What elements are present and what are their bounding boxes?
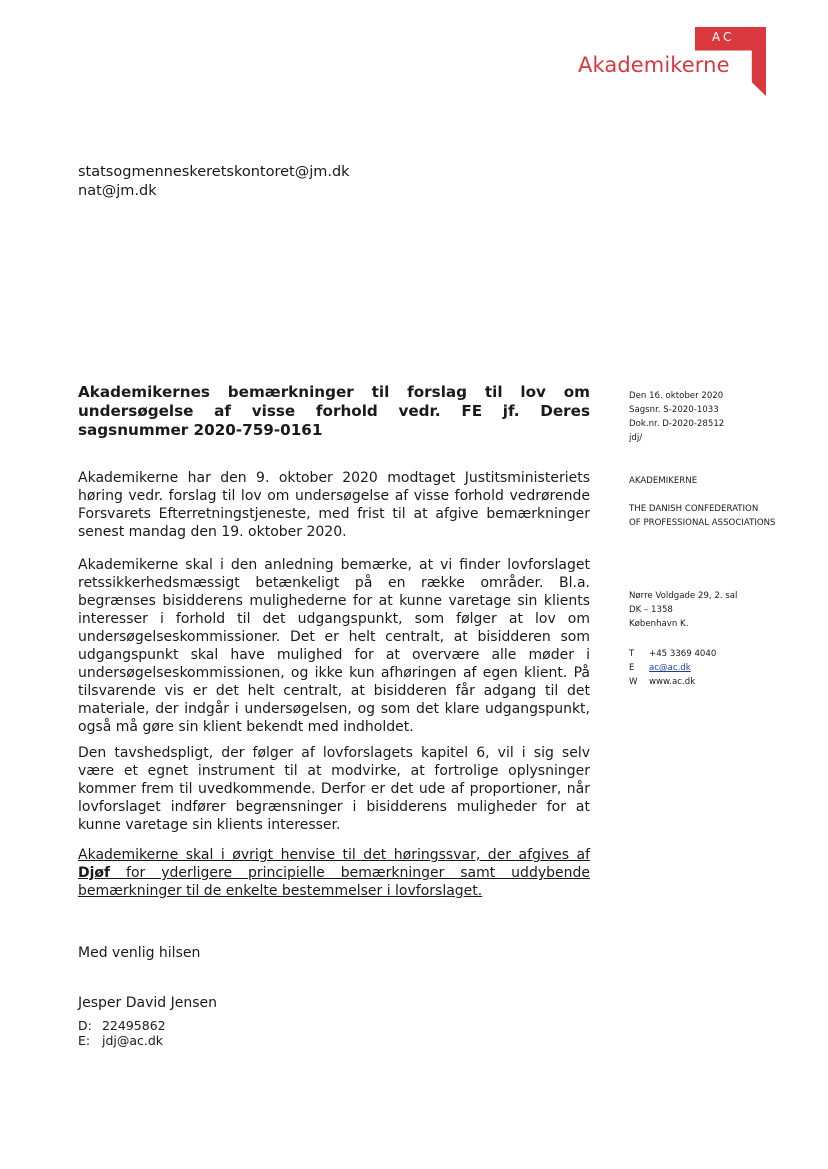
address-city: København K. [629, 619, 689, 629]
signer-phone-label: D: [78, 1018, 92, 1033]
paragraph-1: Akademikerne har den 9. oktober 2020 modtaget Justitsministeriets høring vedr. forslag til lov om undersøgelse af visse forhold vedrørende Forsvarets Efterretningstjeneste, med frist til at afgive bemærkninger senest mandag den 19. oktober 2020. [78, 470, 590, 540]
signer-email-label: E: [78, 1033, 91, 1048]
org-email-label: E [629, 663, 635, 673]
org-web-label: W [629, 677, 638, 687]
signer-phone: 22495862 [101, 1018, 166, 1033]
logo-wordmark: Akademikerne [578, 53, 730, 77]
signer-contact [78, 1018, 166, 1048]
paragraph-3: Den tavshedspligt, der følger af lovforslagets kapitel 6, vil i sig selv være et egnet instrument til at modvirke, at fortrolige oplysninger kommer frem til uvedkommende. Derfor er det ude af proportioner, når lovforslaget indfører begrænsninger i bisidderens muligheder for at kunne varetage sin klients interesser. [78, 745, 590, 833]
org-email-link[interactable]: ac@ac.dk [649, 663, 691, 673]
org-name-en-line2: OF PROFESSIONAL ASSOCIATIONS [629, 518, 776, 528]
org-web: www.ac.dk [649, 677, 696, 687]
org-phone-label: T [629, 649, 635, 659]
paragraph-4 [78, 846, 590, 900]
recipient-email-1: statsogmenneskeretskontoret@jm.dk [78, 164, 350, 180]
letter-meta [629, 389, 724, 445]
paragraph-2: Akademikerne skal i den anledning bemærke, at vi finder lovforslaget retssikkerhedsmæssigt betænkeligt på en række områder. Bl.a. begrænses bisidderens mulighederne for at kunne varetage sin klients interesser i forhold til det udgangspunkt, som følger at lov om undersøgelseskommissioner. Det er helt centralt, at bisidderen som udgangspunkt skal have mulighed for at overvære alle møder i undersøgelseskommissionen, og ikke kun afhøringen af egen klient. På tilsvarende vis er det helt centralt, at bisidderen får adgang til det materiale, der indgår i undersøgelsen, og som det klare udgangspunkt, også må gøre sin klient bekendt med indholdet. [78, 557, 590, 735]
org-address [629, 589, 737, 631]
djoef-reference: Djøf [78, 865, 111, 881]
logo-badge: AC [712, 30, 735, 44]
case-number: Sagsnr. S-2020-1033 [629, 405, 719, 415]
organisation-block [629, 474, 776, 530]
author-initials: jdj/ [629, 433, 643, 443]
signer-name: Jesper David Jensen [78, 995, 218, 1011]
org-name: AKADEMIKERNE [629, 476, 698, 486]
document-number: Dok.nr. D-2020-28512 [629, 419, 725, 429]
org-contact [629, 647, 716, 689]
letter-subject: Akademikernes bemærkninger til forslag til lov om undersøgelse af visse forhold vedr. FE jf. Deres sagsnummer 2020-759-0161 [78, 383, 590, 439]
paragraph-4-text-a: Akademikerne skal i øvrigt henvise til det høringssvar, der afgives af [78, 847, 590, 863]
org-name-en-line1: THE DANISH CONFEDERATION [629, 504, 759, 514]
recipient-block [78, 163, 350, 201]
address-street: Nørre Voldgade 29, 2. sal [629, 591, 738, 601]
paragraph-4-text-b: for yderligere principielle bemærkninger samt uddybende bemærkninger til de enkelte bestemmelser i lovforslaget. [78, 865, 590, 899]
address-postal: DK – 1358 [629, 605, 673, 615]
letter-date: Den 16. oktober 2020 [629, 391, 724, 401]
org-phone: +45 3369 4040 [649, 649, 717, 659]
signer-email: jdj@ac.dk [101, 1033, 164, 1048]
recipient-email-2: nat@jm.dk [78, 183, 157, 199]
closing-greeting: Med venlig hilsen [78, 945, 201, 961]
